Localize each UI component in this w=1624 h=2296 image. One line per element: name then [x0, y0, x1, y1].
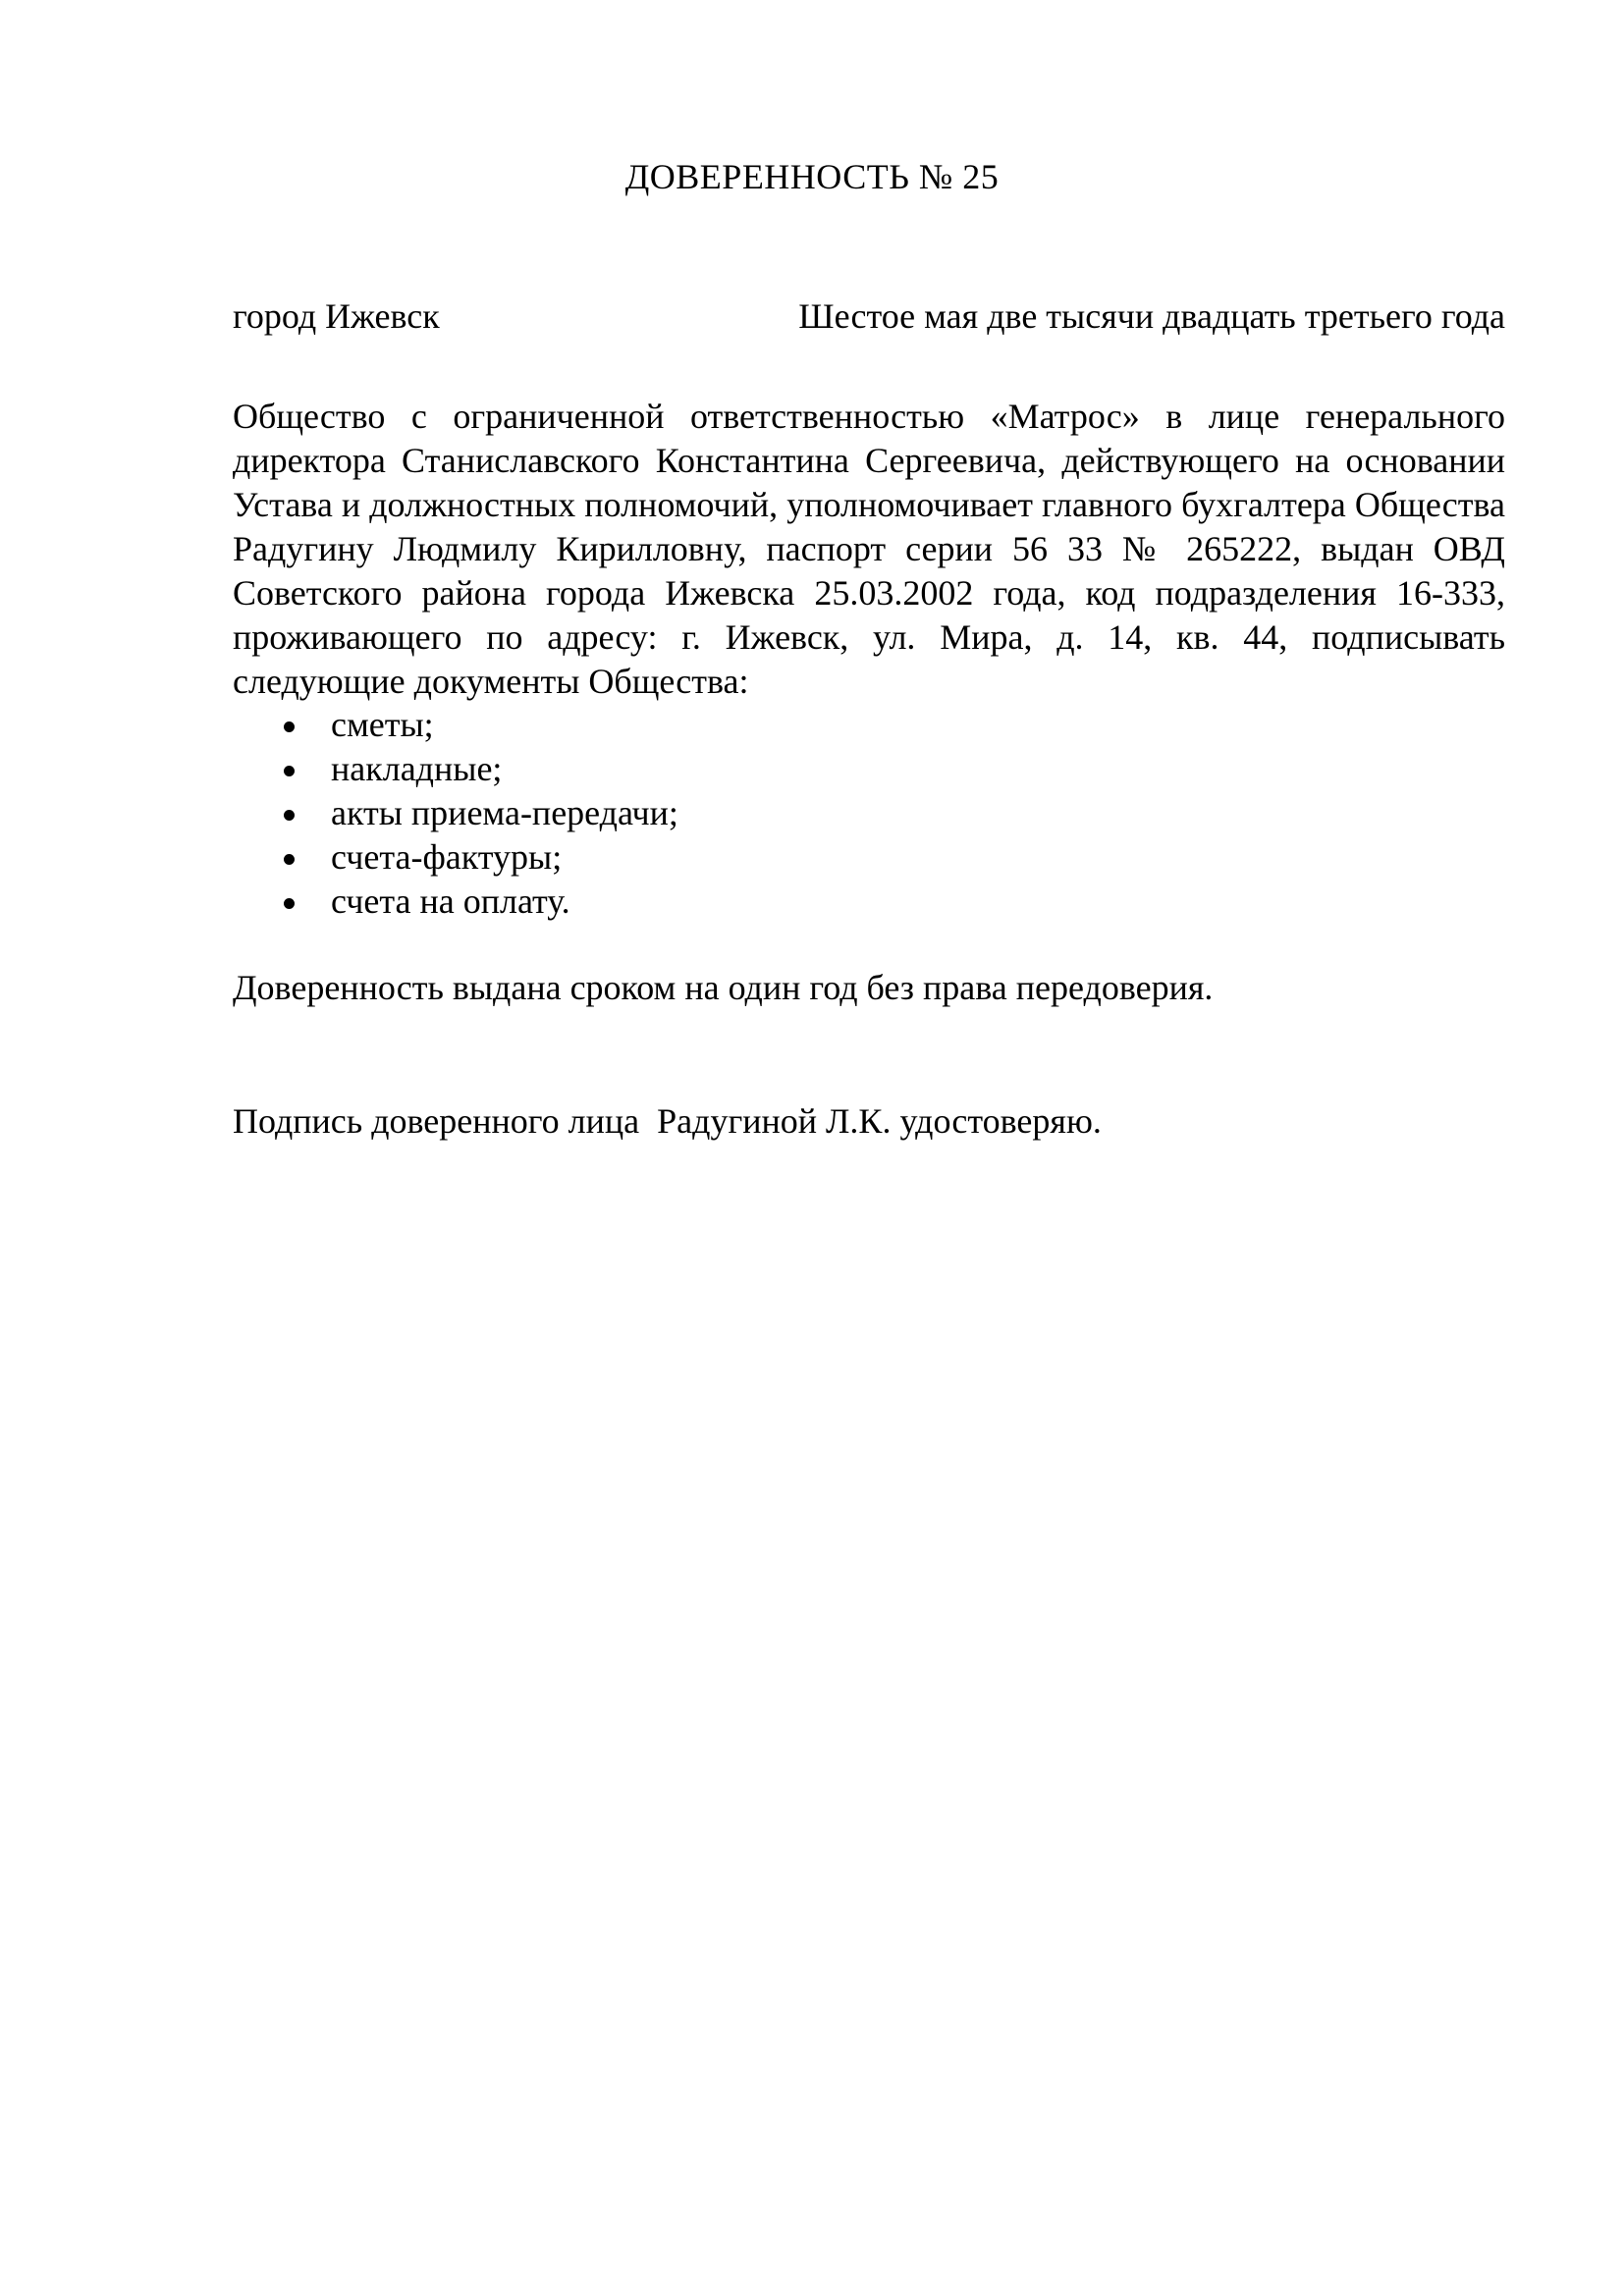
documents-list — [233, 703, 1505, 924]
body-paragraph: Общество с ограниченной ответственностью «Матрос» в лице генерального директора Станиславского Константина Сергеевича, действующего на основании Устава и должностных полномочий, уполномочивает главного бухгалтера Общества Радугину Людмилу Кирилловну, паспорт серии 56 33 № 265222, выдан ОВД Советского района города Ижевска 25.03.2002 года, код подразделения 16-333, проживающего по адресу: г. Ижевск, ул. Мира, д. 14, кв. 44, подписывать следующие документы Общества: — [233, 397, 1505, 701]
place: город Ижевск — [233, 296, 440, 336]
date: Шестое мая две тысячи двадцать третьего года — [798, 296, 1505, 336]
list-item-text: накладные; — [331, 749, 503, 788]
list-item-text: счета-фактуры; — [331, 837, 563, 877]
bullet-icon — [284, 854, 295, 865]
bullet-icon — [284, 898, 295, 909]
list-item — [233, 791, 1505, 835]
bullet-icon — [284, 721, 295, 732]
signature-certification: Подпись доверенного лица Радугиной Л.К. удостоверяю. — [233, 1101, 1102, 1141]
place-date-row — [233, 294, 1505, 339]
list-item — [233, 835, 1505, 880]
bullet-icon — [284, 810, 295, 821]
document-title: ДОВЕРЕННОСТЬ № 25 — [624, 157, 1000, 196]
list-item-text: акты приема-передачи; — [331, 793, 678, 832]
list-item-text: счета на оплату. — [331, 881, 570, 921]
list-item-text: сметы; — [331, 705, 434, 744]
term-paragraph: Доверенность выдана сроком на один год без права передоверия. — [233, 968, 1214, 1007]
list-item — [233, 747, 1505, 791]
list-item — [233, 703, 1505, 747]
bullet-icon — [284, 766, 295, 776]
list-item — [233, 880, 1505, 924]
